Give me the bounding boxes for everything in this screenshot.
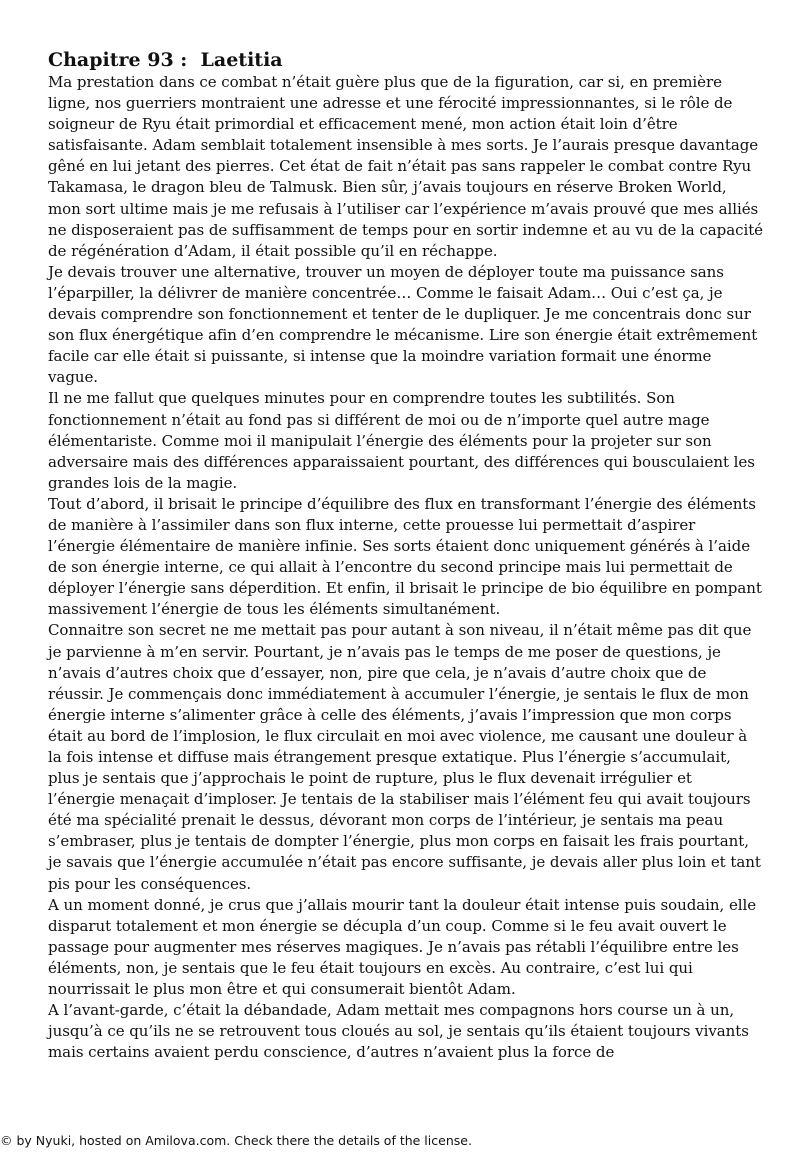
paragraph: Ma prestation dans ce combat n’était guère plus que de la figuration, car si, en première ligne, nos guerriers montraient une adresse et une férocité impressionnantes, si le rôle de soigneur de Ryu était primordial et efficacement mené, mon action était loin d’être satisfaisante. Adam semblait totalement insensible à mes sorts. Je l’aurais presque davantage gêné en lui jetant des pierres. Cet état de fait n’était pas sans rappeler le combat contre Ryu Takamasa, le dragon bleu de Talmusk. Bien sûr, j’avais toujours en réserve Broken World, mon sort ultime mais je me refusais à l’utiliser car l’expérience m’avais prouvé que mes alliés ne disposeraient pas de suffisamment de temps pour en sortir indemne et au vu de la capacité de régénération d’Adam, il était possible qu’il en réchappe.: [48, 73, 763, 260]
document-page: [48, 48, 763, 1063]
paragraph: Je devais trouver une alternative, trouver un moyen de déployer toute ma puissance sans l’éparpiller, la délivrer de manière concentrée… Comme le faisait Adam… Oui c’est ça, je devais comprendre son fonctionnement et tenter de le dupliquer. Je me concentrais donc sur son flux énergétique afin d’en comprendre le mécanisme. Lire son énergie était extrêmement facile car elle était si puissante, si intense que la moindre variation formait une énorme vague.: [48, 262, 758, 387]
chapter-title: Chapitre 93 : Laetitia: [48, 49, 283, 71]
paragraph: Il ne me fallut que quelques minutes pour en comprendre toutes les subtilités. Son fonctionnement n’était au fond pas si différent de moi ou de n’importe quel autre mage élémentariste. Comme moi il manipulait l’énergie des éléments pour la projeter sur son adversaire mais des différences apparaissaient pourtant, des différences qui bousculaient les grandes lois de la magie.: [48, 389, 755, 492]
paragraph: A un moment donné, je crus que j’allais mourir tant la douleur était intense puis soudain, elle disparut totalement et mon énergie se décupla d’un coup. Comme si le feu avait ouvert le passage pour augmenter mes réserves magiques. Je n’avais pas rétabli l’équilibre entre les éléments, non, je sentais que le feu était toujours en excès. Au contraire, c’est lui qui nourrissait le plus mon être et qui consumerait bientôt Adam.: [48, 895, 757, 999]
license-footer: © by Nyuki, hosted on Amilova.com. Check there the details of the license.: [0, 1133, 472, 1148]
paragraph: Tout d’abord, il brisait le principe d’équilibre des flux en transformant l’énergie des éléments de manière à l’assimiler dans son flux interne, cette prouesse lui permettait d’aspirer l’énergie élémentaire de manière infinie. Ses sorts étaient donc uniquement générés à l’aide de son énergie interne, ce qui allait à l’encontre du second principe mais lui permettait de déployer l’énergie sans déperdition. Et enfin, il brisait le principe de bio équilibre en pompant massivement l’énergie de tous les éléments simultanément.: [48, 494, 762, 619]
paragraph: A l’avant-garde, c’était la débandade, Adam mettait mes compagnons hors course un à un, jusqu’à ce qu’ils ne se retrouvent tous cloués au sol, je sentais qu’ils étaient toujours vivants mais certains avaient perdu conscience, d’autres n’avaient plus la force de: [48, 1001, 749, 1062]
paragraph: Connaitre son secret ne me mettait pas pour autant à son niveau, il n’était même pas dit que je parvienne à m’en servir. Pourtant, je n’avais pas le temps de me poser de questions, je n’avais d’autres choix que d’essayer, non, pire que cela, je n’avais d’autre choix que de réussir. Je commençais donc immédiatement à accumuler l’énergie, je sentais le flux de mon énergie interne s’alimenter grâce à celle des éléments, j’avais l’impression que mon corps était au bord de l’implosion, le flux circulait en moi avec violence, me causant une douleur à la fois intense et diffuse mais étrangement presque extatique. Plus l’énergie s’accumulait, plus je sentais que j’approchais le point de rupture, plus le flux devenait irrégulier et l’énergie menaçait d’imploser. Je tentais de la stabiliser mais l’élément feu qui avait toujours été ma spécialité prenait le dessus, dévorant mon corps de l’intérieur, je sentais ma peau s’embraser, plus je tentais de dompter l’énergie, plus mon corps en faisait les frais pourtant, je savais que l’énergie accumulée n’était pas encore suffisante, je devais aller plus loin et tant pis pour les conséquences.: [48, 621, 761, 893]
